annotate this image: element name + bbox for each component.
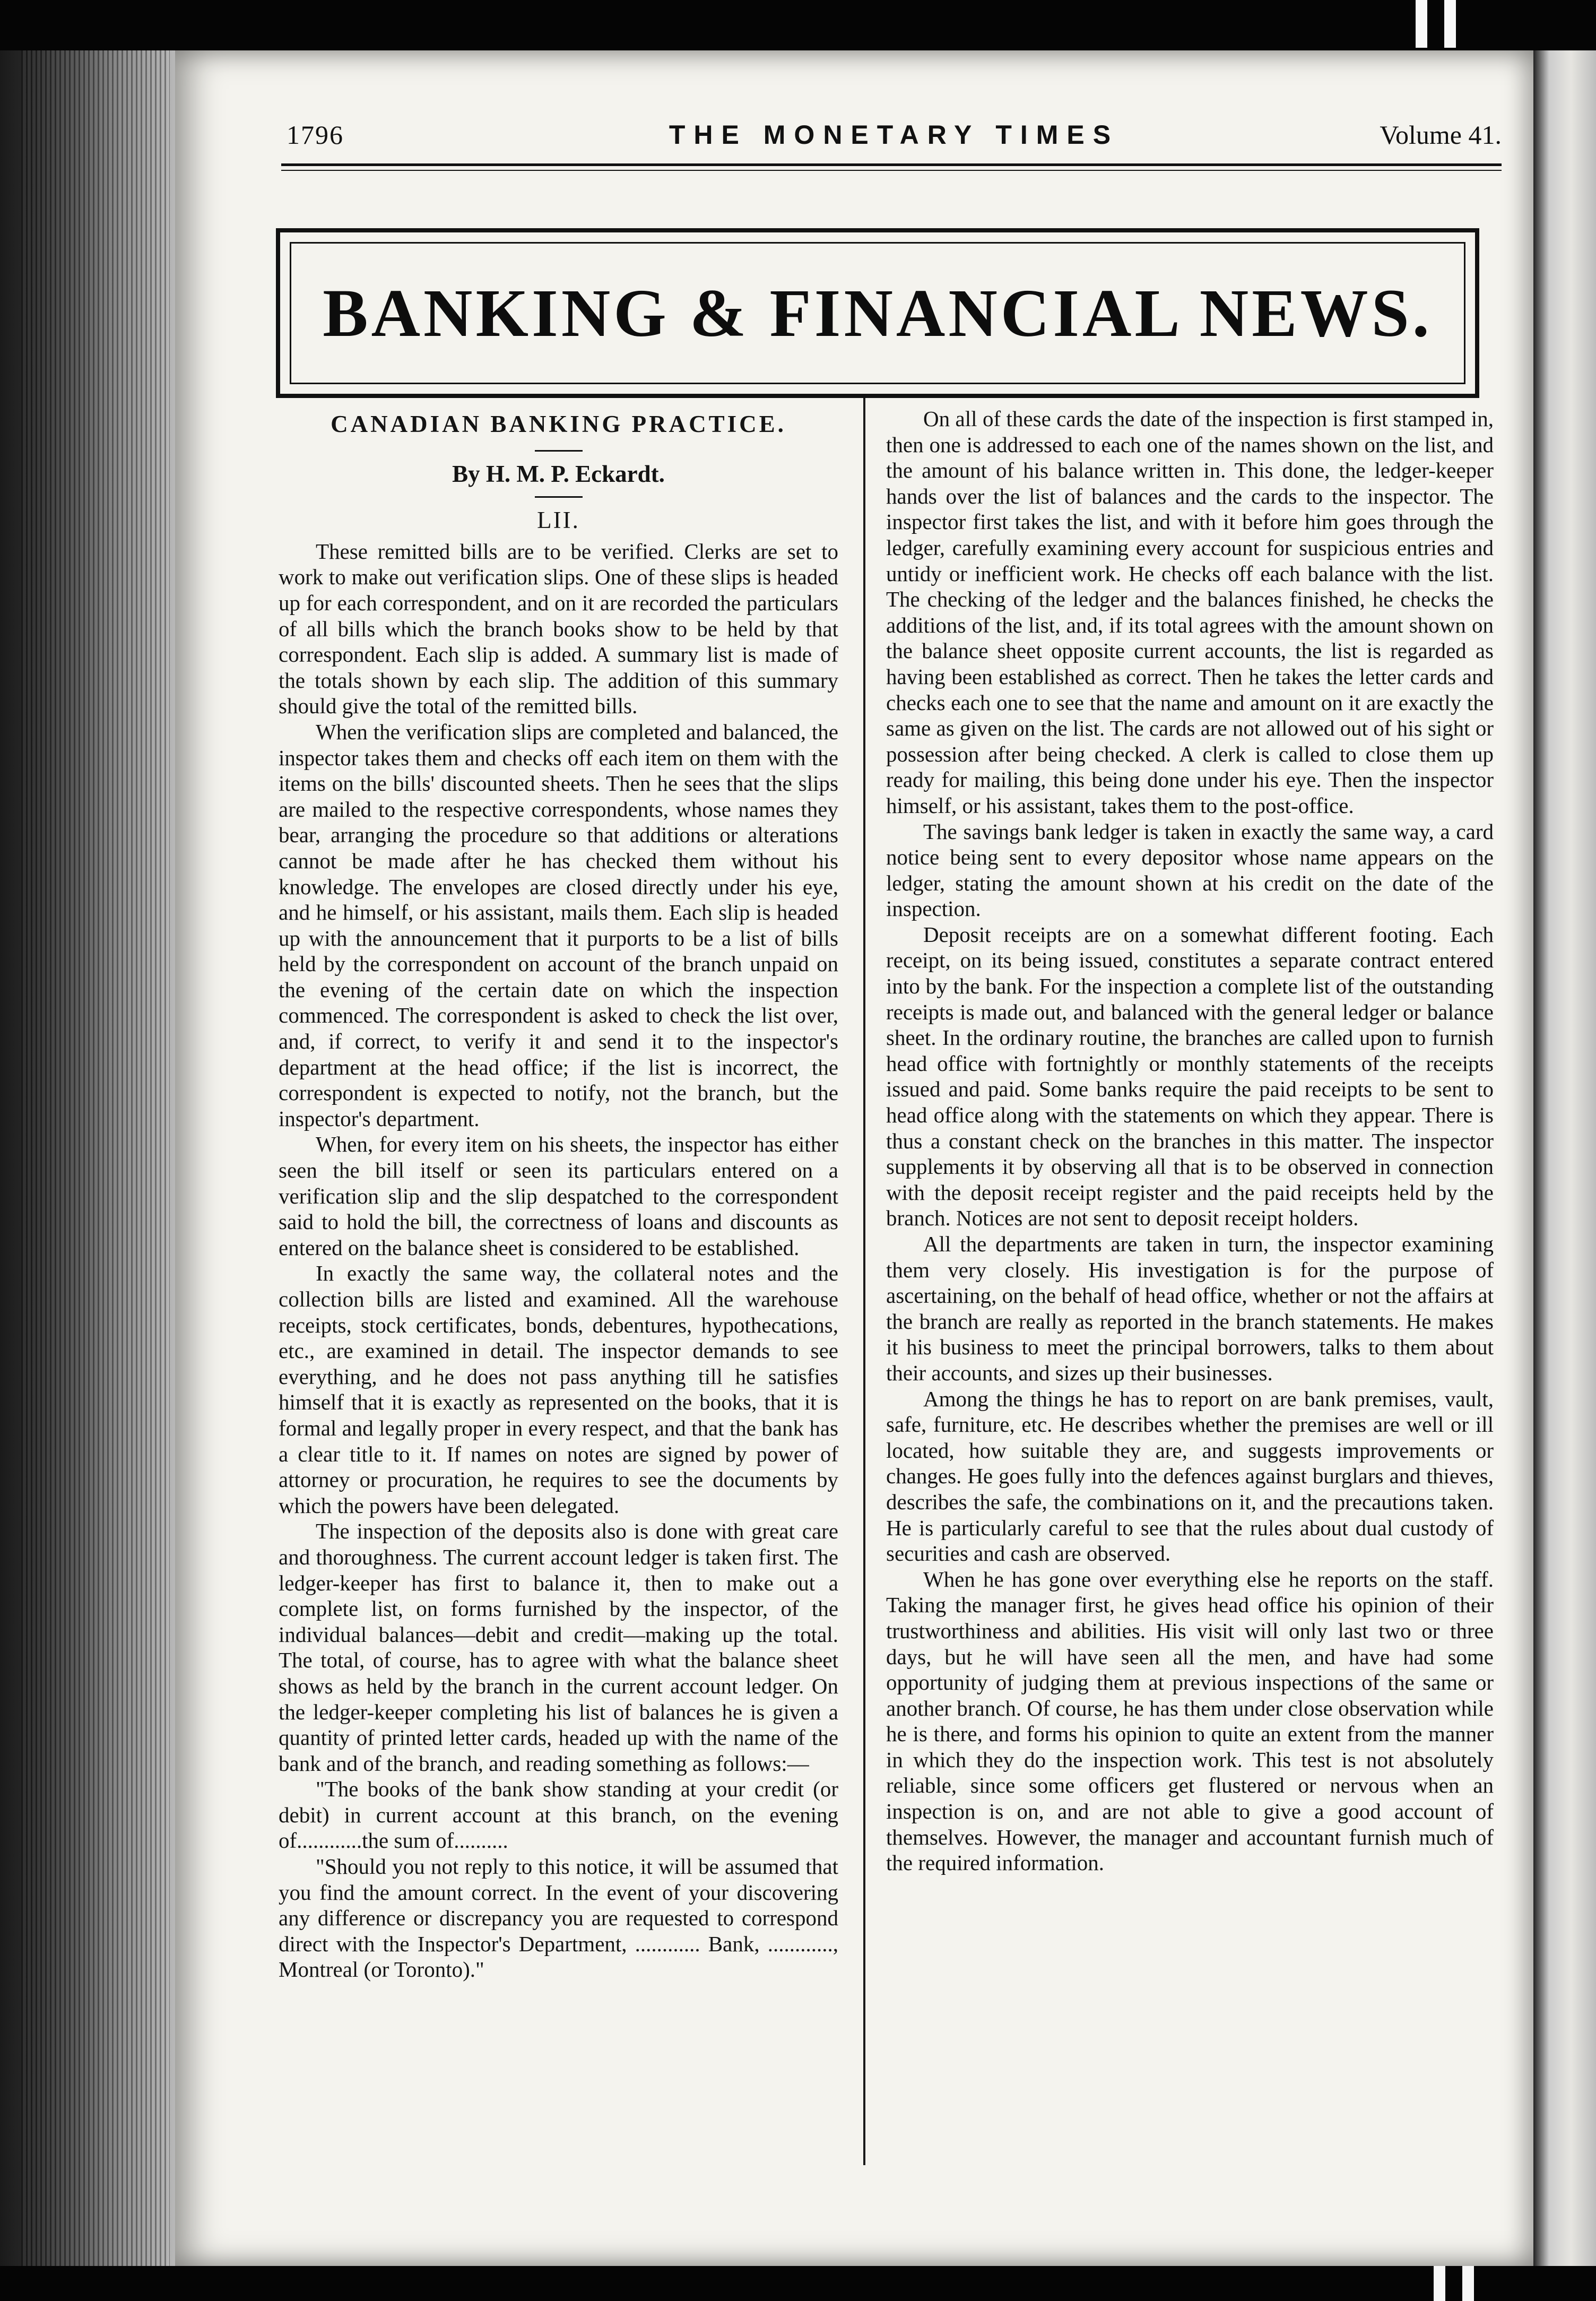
paragraph: The inspection of the deposits also is done with great care and thoroughness. The current account ledger is taken first. The ledger-keeper has first to balance it, then to make out a complete list, on forms furnished by the inspector, of the individual balances—debit and credit—making up the total. The total, of course, has to agree with what the balance sheet shows as held by the branch in the current account ledger. On the ledger-keeper completing his list of balances he is given a quantity of printed letter cards, headed up with the name of the bank and of the branch, and reading something as follows:— [279, 1519, 838, 1776]
paragraph: These remitted bills are to be verified. Clerks are set to work to make out verification slips. One of these slips is headed up for each correspondent, and on it are recorded the particulars of all bills which the branch books show to be held by that correspondent. Each slip is added. A summary list is made of the totals shown by each slip. The addition of this summary should give the total of the remitted bills. [279, 539, 838, 719]
paragraph: When he has gone over everything else he reports on the staff. Taking the manager first, he gives head office his opinion of their trustworthiness and abilities. His visit will only last two or three days, but he will have seen all the men, and have had some opportunity of judging them at previous inspections of the same or another branch. Of course, he has them under close observation while he is there, and forms his opinion to quite an extent from the manner in which they do the inspection work. This test is not absolutely reliable, since some officers get flustered or nervous when an inspection is on, and are not able to give a good account of themselves. However, the manager and accountant furnish much of the required information. [886, 1567, 1494, 1875]
article-byline: By H. M. P. Eckardt. [452, 460, 665, 487]
header-rule-thin [281, 170, 1502, 171]
article-part-number: LII. [537, 507, 580, 534]
registration-mark [1416, 0, 1427, 48]
paragraph: In exactly the same way, the collateral notes and the collection bills are listed and examined. All the warehouse receipts, stock certificates, bonds, debentures, hypothecations, etc., are examined in detail. The inspector demands to see everything, and he does not pass anything till he satisfies himself that it is exactly as represented on the books, that it is formal and legally proper in every respect, and that the bank has a clear title to it. If names on notes are signed by power of attorney or procuration, he requires to see the documents by which the powers have been delegated. [279, 1261, 838, 1518]
journal-title: THE MONETARY TIMES [669, 120, 1120, 150]
section-banner [276, 228, 1479, 398]
page-number: 1796 [287, 120, 344, 150]
scan-bottom-edge [0, 2266, 1596, 2301]
column-divider [863, 398, 865, 2165]
running-header [287, 119, 1502, 157]
right-column [886, 406, 1494, 1876]
section-title: BANKING & FINANCIAL NEWS. [290, 242, 1465, 384]
header-rule [281, 163, 1502, 166]
title-rule [535, 450, 583, 452]
paragraph: When the verification slips are completed and balanced, the inspector takes them and checks off each item on them with the items on the bills' discounted sheets. Then he sees that the slips are mailed to the respective correspondents, whose names they bear, arranging the procedure so that additions or alterations cannot be made after he has checked them without his knowledge. The envelopes are closed directly under his eye, and he himself, or his assistant, mails them. Each slip is headed up with the announcement that it purports to be a list of bills held by the correspondent on account of the branch unpaid on the evening of the certain date on which the inspection commenced. The correspondent is asked to check the list over, and, if correct, to verify it and send it to the inspector's department at the head office; if the list is incorrect, the correspondent is expected to notify, not the branch, but the inspector's department. [279, 719, 838, 1131]
volume-label: Volume 41. [1380, 120, 1502, 150]
paragraph: All the departments are taken in turn, the inspector examining them very closely. His investigation is for the purpose of ascertaining, on the behalf of head office, whether or not the affairs at the branch are really as reported in the branch statements. He makes it his business to meet the principal borrowers, talks to them about their accounts, and sizes up their businesses. [886, 1232, 1494, 1385]
paragraph: When, for every item on his sheets, the inspector has either seen the bill itself or seen its particulars entered on a verification slip and the slip despatched to the correspondent said to hold the bill, the correctness of loans and discounts as entered on the balance sheet is considered to be established. [279, 1132, 838, 1260]
byline-rule [535, 496, 583, 498]
left-column [279, 406, 838, 1983]
quoted-notice: "The books of the bank show standing at your credit (or debit) in current account at this branch, on the evening of............the sum of.......... [279, 1777, 838, 1853]
paragraph: Deposit receipts are on a somewhat different footing. Each receipt, on its being issued, constitutes a separate contract entered into by the bank. For the inspection a complete list of the outstanding receipts is made out, and balanced with the general ledger or balance sheet. In the ordinary routine, the branches are called upon to furnish head office with fortnightly or monthly statements of the receipts issued and paid. Some banks require the paid receipts to be sent to head office along with the statements on which they appear. There is thus a constant check on the branches in this matter. The inspector supplements it by observing all that is to be observed in connection with the deposit receipt register and the paid receipts held by the branch. Notices are not sent to deposit receipt holders. [886, 922, 1494, 1231]
paragraph: The savings bank ledger is taken in exactly the same way, a card notice being sent to every depositor whose name appears on the ledger, stating the amount shown at his credit on the date of the inspection. [886, 819, 1494, 921]
adjacent-page-edge [1533, 50, 1596, 2266]
paragraph: On all of these cards the date of the inspection is first stamped in, then one is addressed to each one of the names shown on the list, and the amount of his balance written in. This done, the ledger-keeper hands over the list of balances and the cards to the inspector. The inspector first takes the list, and with it before him goes through the ledger, carefully examining every account for suspicious entries and untidy or inefficient work. He checks off each balance with the list. The checking of the ledger and the balances finished, he checks the additions of the list, and, if its total agrees with the amount shown on the balance sheet opposite current accounts, the list is regarded as having been established as correct. Then he takes the letter cards and checks each one to see that the name and amount on it are exactly the same as given on the list. The cards are not allowed out of his sight or possession after being checked. A clerk is called to close them up ready for mailing, this being done under his eye. Then the inspector himself, or his assistant, takes them to the post-office. [886, 406, 1494, 818]
magazine-page [175, 50, 1533, 2266]
binding-page-edges [21, 50, 170, 2266]
paragraph: Among the things he has to report on are bank premises, vault, safe, furniture, etc. He describes whether the premises are well or ill located, how suitable they are, and suggests improvements or changes. He goes fully into the defences against burglars and thieves, describes the safe, the combinations on it, and the precautions taken. He is particularly careful to see that the rules about dual custody of securities and cash are observed. [886, 1386, 1494, 1566]
registration-mark [1444, 0, 1456, 48]
scan-top-edge [0, 0, 1596, 50]
article-title: CANADIAN BANKING PRACTICE. [331, 411, 786, 437]
quoted-notice: "Should you not reply to this notice, it will be assumed that you find the amount correct. In the event of your discovering any difference or discrepancy you are requested to correspond direct with the Inspector's Department, ............ Bank, ............, Montreal (or Toronto)." [279, 1854, 838, 1982]
